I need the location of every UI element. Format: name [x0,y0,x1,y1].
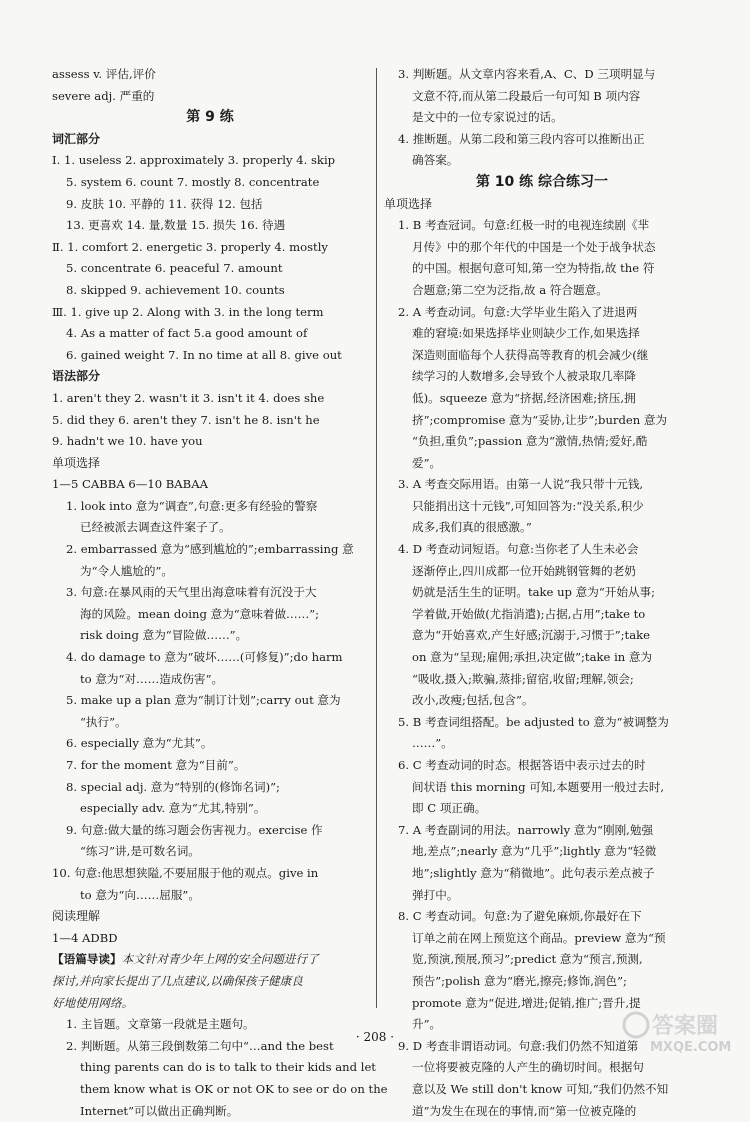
reading-line: them know what is OK or not OK to see or do on the [52,1079,368,1101]
explanation-line: 预告”;polish 意为“磨光,擦亮;修饰,润色”; [384,971,700,993]
grammar-heading: 语法部分 [52,366,368,388]
watermark-sub: MXQE.COM [650,1040,731,1055]
reading-answers: 1—4 ADBD [52,928,368,950]
reading-line: 4. 推断题。从第二段和第三段内容可以推断出正 [384,129,700,151]
answer-line: 1. aren't they 2. wasn't it 3. isn't it 4. does she [52,388,368,410]
explanation-line: “吸收,摄入;欺骗,蒸排;留宿,收留;理解,领会; [384,669,700,691]
explanation-line: 逐渐停止,四川成都一位开始跳钢管舞的老奶 [384,561,700,583]
explanation-line: ……”。 [384,733,700,755]
explanation-line: 只能捐出这十元钱”,可知回答为:“没关系,积少 [384,496,700,518]
reading-line: thing parents can do is to talk to their kids and let [52,1057,368,1079]
explanation-line: 7. for the moment 意为“目前”。 [52,755,368,777]
reading-line: 确答案。 [384,150,700,172]
lesson-10-title: 第 10 练 综合练习一 [384,172,700,194]
explanation-list [384,215,700,1122]
vocab-line: severe adj. 严重的 [52,86,368,108]
explanation-line: 9. D 考查非谓语动词。句意:我们仍然不知道第 [384,1036,700,1058]
explanation-line: “负担,重负”;passion 意为“激情,热情;爱好,酷 [384,431,700,453]
explanation-line: 深造则面临每个人获得高等教育的机会减少(继 [384,345,700,367]
explanation-line: risk doing 意为“冒险做……”。 [52,625,368,647]
watermark-logo [620,1003,740,1055]
explanation-line: 一位将要被克隆的人产生的确切时间。根据句 [384,1057,700,1079]
explanation-line: 学着做,开始做(尤指消遣);占据,占用”;take to [384,604,700,626]
explanation-line: 5. B 考查词组搭配。be adjusted to 意为“被调整为 [384,712,700,734]
explanation-line: to 意为“对……造成伤害”。 [52,669,368,691]
explanation-line: 1. look into 意为“调查”,句意:更多有经验的警察 [52,496,368,518]
explanation-line: 4. do damage to 意为“破坏……(可修复)”;do harm [52,647,368,669]
explanation-line: 6. especially 意为“尤其”。 [52,733,368,755]
explanation-line: especially adv. 意为“尤其,特别”。 [52,798,368,820]
explanation-line: 览,预演,预展,预习”;predict 意为“预言,预测, [384,949,700,971]
explanation-line: 3. A 考查交际用语。由第一人说“我只带十元钱, [384,474,700,496]
explanation-line: 即 C 项正确。 [384,798,700,820]
answer-line: 5. system 6. count 7. mostly 8. concentrate [52,172,368,194]
explanation-line: 成多,我们真的很感激。” [384,517,700,539]
answer-line: 5. concentrate 6. peaceful 7. amount [52,258,368,280]
reading-line: Internet”可以做出正确判断。 [52,1101,368,1122]
reading-line: 是文中的一位专家说过的话。 [384,107,700,129]
explanation-line: 地”;slightly 意为“稍微地”。此句表示差点被子 [384,863,700,885]
explanation-line: 意为“开始喜欢,产生好感;沉溺于,习惯于”;take [384,625,700,647]
watermark-circle [624,1013,648,1037]
explanation-line: 2. embarrassed 意为“感到尴尬的”;embarrassing 意 [52,539,368,561]
explanation-line: 5. make up a plan 意为“制订计划”;carry out 意为 [52,690,368,712]
answer-line: 9. 皮肤 10. 平静的 11. 获得 12. 包括 [52,194,368,216]
watermark-main: 答案圈 [652,1013,718,1039]
explanation-line: “练习”讲,是可数名词。 [52,841,368,863]
left-column [52,64,368,1122]
answer-line: Ⅲ. 1. give up 2. Along with 3. in the long term [52,302,368,324]
explanation-line: 2. A 考查动词。句意:大学毕业生陷入了进退两 [384,302,700,324]
explanation-line: 9. 句意:做大量的练习题会伤害视力。exercise 作 [52,820,368,842]
explanation-line: 意以及 We still don't know 可知,“我们仍然不知 [384,1079,700,1101]
guide-line [52,949,368,971]
explanation-line: on 意为“呈现;雇佣;承担,决定做”;take in 意为 [384,647,700,669]
answer-line: 6. gained weight 7. In no time at all 8. give out [52,345,368,367]
explanation-line: 奶就是活生生的证明。take up 意为“开始从事; [384,582,700,604]
explanation-line: 升”。 [384,1014,700,1036]
reading-heading: 阅读理解 [52,906,368,928]
explanation-line: 已经被派去调查这件案子了。 [52,517,368,539]
explanation-line: 合题意;第二空为泛指,故 a 符合题意。 [384,280,700,302]
reading-line: 1. 主旨题。文章第一段就是主题句。 [52,1014,368,1036]
explanation-line: 间状语 this morning 可知,本题要用一般过去时, [384,777,700,799]
explanation-line: 为“令人尴尬的”。 [52,561,368,583]
explanation-line: promote 意为“促进,增进;促销,推广;晋升,提 [384,993,700,1015]
explanation-line: 8. C 考查动词。句意:为了避免麻烦,你最好在下 [384,906,700,928]
right-column [384,64,700,1122]
explanation-line: 难的窘境:如果选择毕业则缺少工作,如果选择 [384,323,700,345]
explanation-line: 续学习的人数增多,会导致个人被录取几率降 [384,366,700,388]
explanation-line: 弹打中。 [384,885,700,907]
explanation-line: 10. 句意:他思想狭隘,不要屈服于他的观点。give in [52,863,368,885]
answer-line: Ⅰ. 1. useless 2. approximately 3. properly 4. skip [52,150,368,172]
explanation-line: 海的风险。mean doing 意为“意味着做……”; [52,604,368,626]
explanation-line: 的中国。根据句意可知,第一空为特指,故 the 符 [384,258,700,280]
vocab-line: assess v. 评估,评价 [52,64,368,86]
lesson-9-title: 第 9 练 [52,107,368,129]
answer-line: 13. 更喜欢 14. 量,数量 15. 损失 16. 待遇 [52,215,368,237]
explanation-line: to 意为“向……屈服”。 [52,885,368,907]
explanation-line: “执行”。 [52,712,368,734]
guide-line: 好地使用网络。 [52,993,368,1015]
explanation-line: 月传》中的那个年代的中国是一个处于战争状态 [384,237,700,259]
explanation-line: 爱”。 [384,453,700,475]
single-choice-answers: 1—5 CABBA 6—10 BABAA [52,474,368,496]
answer-line: Ⅱ. 1. comfort 2. energetic 3. properly 4. mostly [52,237,368,259]
reading-line: 3. 判断题。从文章内容来看,A、C、D 三项明显与 [384,64,700,86]
answer-line: 9. hadn't we 10. have you [52,431,368,453]
explanation-line: 8. special adj. 意为“特别的(修饰名词)”; [52,777,368,799]
answer-line: 8. skipped 9. achievement 10. counts [52,280,368,302]
single-choice-heading: 单项选择 [52,453,368,475]
explanation-line: 订单之前在网上预览这个商品。preview 意为“预 [384,928,700,950]
explanation-line: 7. A 考查副词的用法。narrowly 意为“刚刚,勉强 [384,820,700,842]
explanation-line: 3. 句意:在暴风雨的天气里出海意味着有沉没于大 [52,582,368,604]
explanation-line: 地,差点”;nearly 意为“几乎”;lightly 意为“轻微 [384,841,700,863]
guide-tag: 【语篇导读】 [52,952,122,966]
explanation-line: 挤”;compromise 意为“妥协,让步”;burden 意为 [384,410,700,432]
explanation-line: 低)。squeeze 意为“挤据,经济困难;挤压,拥 [384,388,700,410]
page-number: · 208 · [0,1027,750,1049]
explanation-line: 1. B 考查冠词。句意:红极一时的电视连续剧《芈 [384,215,700,237]
explanation-line: 改小,改瘦;包括,包含”。 [384,690,700,712]
answer-line: 5. did they 6. aren't they 7. isn't he 8. isn't he [52,410,368,432]
explanation-line: 道”为发生在现在的事情,而“第一位被克隆的 [384,1101,700,1122]
guide-text: 本文针对青少年上网的安全问题进行了 [122,952,319,966]
reading-line: 2. 判断题。从第三段倒数第二句中“…and the best [52,1036,368,1058]
explanation-line: 6. C 考查动词的时态。根据答语中表示过去的时 [384,755,700,777]
column-divider [376,68,377,1008]
guide-line: 探讨,并向家长提出了几点建议,以确保孩子健康良 [52,971,368,993]
vocab-heading: 词汇部分 [52,129,368,151]
answer-line: 4. As a matter of fact 5.a good amount of [52,323,368,345]
reading-line: 文意不符,而从第二段最后一句可知 B 项内容 [384,86,700,108]
single-choice-heading: 单项选择 [384,194,700,216]
explanation-line: 4. D 考查动词短语。句意:当你老了人生未必会 [384,539,700,561]
